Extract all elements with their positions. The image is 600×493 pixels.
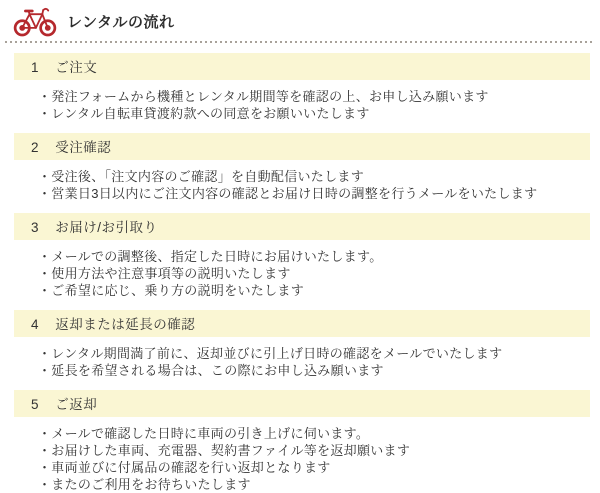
list-item: ・受注後、「注文内容のご確認」を自動配信いたします: [38, 169, 365, 184]
section-number: 5: [31, 397, 39, 412]
section-title: 受注確認: [55, 140, 112, 155]
flow-sections: [14, 53, 590, 493]
section-header: [14, 390, 590, 417]
page-title: レンタルの流れ: [67, 13, 175, 31]
section-item-list: [14, 345, 590, 379]
section-header: [14, 53, 590, 80]
list-item: ・車両並びに付属品の確認を行い返却となります: [38, 460, 331, 475]
list-item: ・営業日3日以内にご注文内容の確認とお届け日時の調整を行うメールをいたします: [38, 186, 538, 201]
section-item-list: [14, 88, 590, 122]
bicycle-icon: [12, 6, 58, 37]
section-header: [14, 310, 590, 337]
section-delivery-pickup: [14, 213, 590, 299]
list-item: ・レンタル自転車貸渡約款への同意をお願いいたします: [38, 106, 370, 121]
list-item: ・レンタル期間満了前に、返却並びに引上げ日時の確認をメールでいたします: [38, 346, 503, 361]
section-order: [14, 53, 590, 122]
list-item: ・お届けした車両、充電器、契約書ファイル等を返却願います: [38, 443, 411, 458]
list-item: ・メールでの調整後、指定した日時にお届けいたします。: [38, 249, 383, 264]
list-item: ・メールで確認した日時に車両の引き上げに伺います。: [38, 426, 370, 441]
section-item-list: [14, 168, 590, 202]
section-order-confirmation: [14, 133, 590, 202]
section-item-list: [14, 248, 590, 299]
section-header: [14, 133, 590, 160]
list-item: ・またのご利用をお待ちいたします: [38, 477, 251, 492]
section-header: [14, 213, 590, 240]
page-header: [0, 0, 600, 39]
section-number: 4: [31, 317, 39, 332]
list-item: ・発注フォームから機種とレンタル期間等を確認の上、お申し込み願います: [38, 89, 489, 104]
section-number: 1: [31, 60, 39, 75]
list-item: ・使用方法や注意事項等の説明いたします: [38, 266, 291, 281]
section-title: ご返却: [55, 397, 98, 412]
dotted-divider: [5, 41, 592, 43]
section-title: お届け/お引取り: [55, 220, 158, 235]
list-item: ・ご希望に応じ、乗り方の説明をいたします: [38, 283, 305, 298]
section-title: 返却または延長の確認: [55, 317, 196, 332]
section-number: 3: [31, 220, 39, 235]
section-item-list: [14, 425, 590, 493]
section-return: [14, 390, 590, 493]
section-number: 2: [31, 140, 39, 155]
section-return-or-extension: [14, 310, 590, 379]
section-title: ご注文: [55, 60, 98, 75]
list-item: ・延長を希望される場合は、この際にお申し込み願います: [38, 363, 384, 378]
